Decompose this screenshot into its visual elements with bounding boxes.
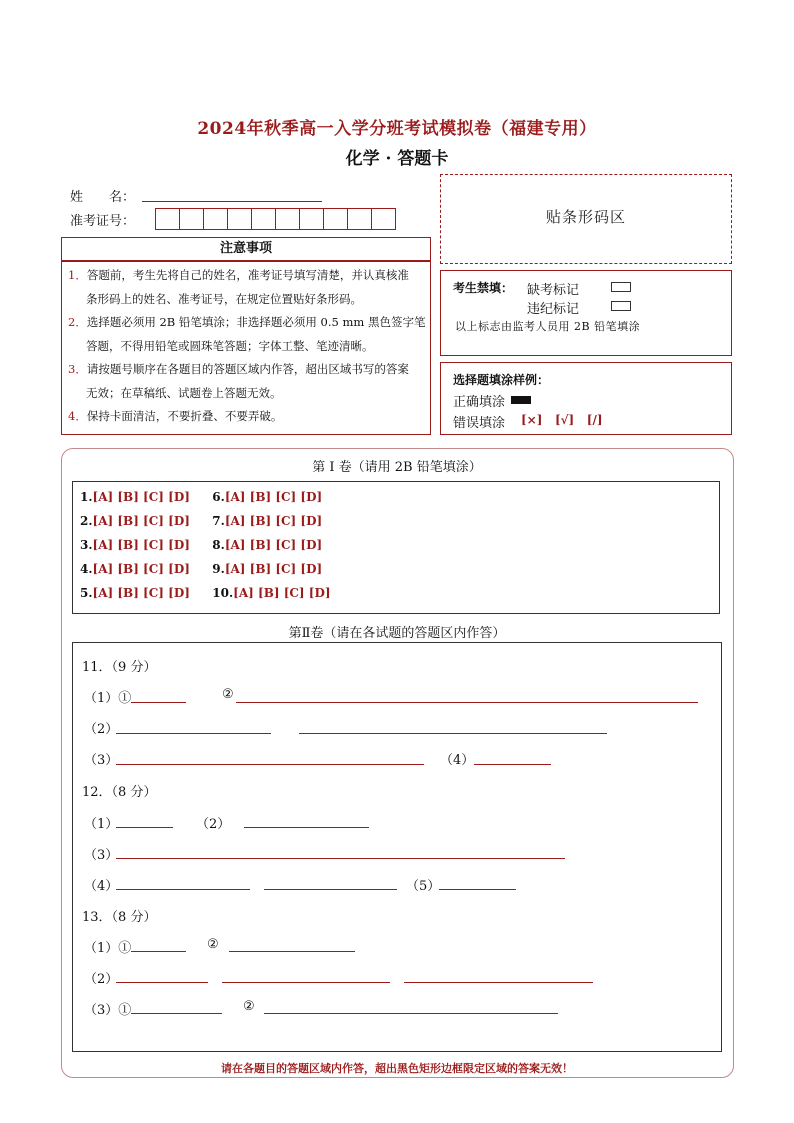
name-label: 姓 名： [70, 190, 136, 205]
fill-example-title: 选择题填涂样例： [453, 373, 550, 387]
q13-3-label: （3）① [84, 1003, 132, 1018]
q11-2b-answer[interactable] [299, 733, 607, 734]
wrong-fill-label: 错误填涂 [453, 416, 506, 431]
q12-1-label: （1） [84, 817, 119, 832]
q13-1b-answer[interactable] [229, 951, 355, 952]
q12-4a-answer[interactable] [116, 889, 250, 890]
id-cell[interactable] [347, 208, 372, 230]
answer-sheet-title: 化学 · 答题卡 [345, 149, 449, 169]
q13-3a-answer[interactable] [131, 1013, 222, 1014]
q13-2b-answer[interactable] [222, 982, 390, 983]
id-cell[interactable] [227, 208, 252, 230]
q13-2a-answer[interactable] [116, 982, 208, 983]
id-cell[interactable] [275, 208, 300, 230]
q13-title: 13．（8 分） [82, 910, 157, 925]
written-answer-block [72, 642, 722, 1052]
footer-warning: 请在各题目的答题区域内作答，超出黑色矩形边框限定区域的答案无效！ [221, 1062, 573, 1075]
q13-3b-label: ② [243, 999, 255, 1014]
notice-line: 2．选择题必须用 2B 铅笔填涂；非选择题必须用 0.5 mm 黑色签字笔 [68, 315, 426, 329]
q13-2-label: （2） [84, 972, 119, 987]
barcode-area [440, 174, 732, 264]
notice-box [61, 261, 431, 435]
id-cell[interactable] [299, 208, 324, 230]
q11-title: 11．（9 分） [82, 660, 157, 675]
notice-line: 条形码上的姓名、准考证号，在规定位置贴好条形码。 [86, 291, 362, 306]
notice-line: 4．保持卡面清洁，不要折叠、不要弄破。 [68, 409, 283, 423]
q13-1b-label: ② [207, 937, 219, 952]
q12-5-answer[interactable] [439, 889, 516, 890]
q12-3-answer[interactable] [116, 858, 565, 859]
q11-4-label: （4） [440, 753, 475, 768]
id-cell[interactable] [155, 208, 180, 230]
notice-line: 无效；在草稿纸、试题卷上答题无效。 [86, 385, 282, 400]
notice-title: 注意事项 [219, 241, 272, 256]
barcode-label: 贴条形码区 [545, 208, 626, 226]
id-cell[interactable] [323, 208, 348, 230]
wrong-fill-samples: [×] [√] [/] [521, 413, 603, 427]
part2-title: 第Ⅱ卷（请在各试题的答题区内作答） [288, 626, 506, 641]
q13-3b-answer[interactable] [264, 1013, 558, 1014]
q11-3-answer[interactable] [116, 764, 424, 765]
q11-2a-answer[interactable] [116, 733, 271, 734]
q12-title: 12．（8 分） [82, 785, 157, 800]
q13-1-label: （1）① [84, 941, 132, 956]
violation-mark-box[interactable] [611, 301, 631, 311]
q11-1-label: （1）① [84, 691, 132, 706]
q12-1-answer[interactable] [116, 827, 173, 828]
exam-marks-label: 考生禁填： [453, 281, 514, 295]
q12-5-label: （5） [406, 879, 441, 894]
id-number-boxes[interactable] [156, 208, 396, 230]
part1-title: 第 I 卷（请用 2B 铅笔填涂） [312, 460, 482, 475]
q13-1a-answer[interactable] [131, 951, 186, 952]
name-field[interactable] [142, 201, 322, 202]
q12-4-label: （4） [84, 879, 119, 894]
absent-mark-box[interactable] [611, 282, 631, 292]
violation-mark-label: 违纪标记 [527, 302, 580, 317]
q12-2-label: （2） [196, 817, 231, 832]
q11-2-label: （2） [84, 722, 119, 737]
id-cell[interactable] [251, 208, 276, 230]
choice-row[interactable]: 3.[A] [B] [C] [D] 8.[A] [B] [C] [D] [80, 538, 323, 552]
id-label: 准考证号： [70, 214, 136, 229]
notice-line: 3．请按题号顺序在各题目的答题区域内作答，超出区域书写的答案 [68, 362, 409, 376]
choice-row[interactable]: 5.[A] [B] [C] [D] 10.[A] [B] [C] [D] [80, 586, 331, 600]
id-cell[interactable] [371, 208, 396, 230]
exam-title: 2024年秋季高一入学分班考试模拟卷（福建专用） [197, 119, 597, 139]
choice-row[interactable]: 1.[A] [B] [C] [D] 6.[A] [B] [C] [D] [80, 490, 323, 504]
correct-fill-label: 正确填涂 [453, 395, 506, 410]
q11-4-answer[interactable] [474, 764, 551, 765]
q12-4b-answer[interactable] [264, 889, 397, 890]
fill-example-box [440, 362, 732, 435]
marks-note: 以上标志由监考人员用 2B 铅笔填涂 [455, 320, 641, 333]
exam-marks-box [440, 270, 732, 356]
id-cell[interactable] [203, 208, 228, 230]
q13-2c-answer[interactable] [404, 982, 593, 983]
correct-fill-sample [511, 396, 531, 404]
choice-row[interactable]: 2.[A] [B] [C] [D] 7.[A] [B] [C] [D] [80, 514, 323, 528]
notice-line: 1．答题前，考生先将自己的姓名，准考证号填写清楚，并认真核准 [68, 268, 409, 282]
q12-2-answer[interactable] [244, 827, 369, 828]
absent-mark-label: 缺考标记 [527, 283, 580, 298]
notice-header [61, 237, 431, 261]
q12-3-label: （3） [84, 848, 119, 863]
q11-1b-answer[interactable] [236, 702, 698, 703]
q11-3-label: （3） [84, 753, 119, 768]
q11-1b-label: ② [222, 687, 234, 702]
notice-line: 答题，不得用铅笔或圆珠笔答题；字体工整、笔迹清晰。 [86, 338, 374, 353]
choice-row[interactable]: 4.[A] [B] [C] [D] 9.[A] [B] [C] [D] [80, 562, 323, 576]
id-cell[interactable] [179, 208, 204, 230]
q11-1a-answer[interactable] [131, 702, 186, 703]
